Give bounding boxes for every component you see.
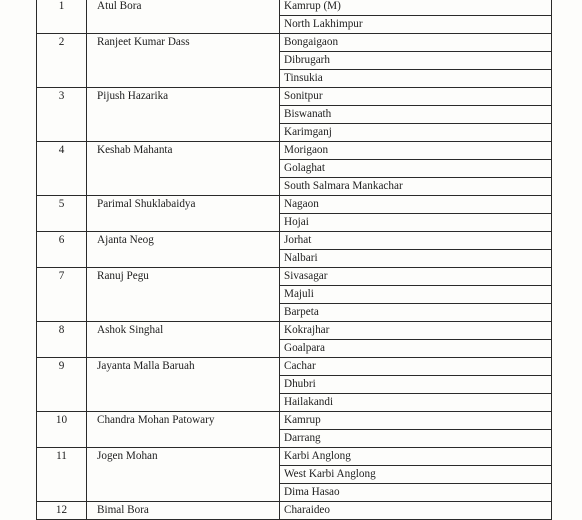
minister-name-cell: Ranuj Pegu: [87, 268, 280, 322]
district-cell: Kamrup (M): [280, 0, 552, 16]
district-cell: Hailakandi: [280, 394, 552, 412]
district-cell: Dibrugarh: [280, 52, 552, 70]
district-cell: West Karbi Anglong: [280, 466, 552, 484]
district-cell: Sivasagar: [280, 268, 552, 286]
serial-number-cell: 10: [37, 412, 87, 448]
serial-number-cell: 8: [37, 322, 87, 358]
table-row: [37, 322, 552, 340]
serial-number-cell: 12: [37, 502, 87, 520]
district-cell: Nagaon: [280, 196, 552, 214]
serial-number-cell: 3: [37, 88, 87, 142]
district-cell: Barpeta: [280, 304, 552, 322]
minister-name-cell: Ranjeet Kumar Dass: [87, 34, 280, 88]
serial-number-cell: 5: [37, 196, 87, 232]
district-cell: Majuli: [280, 286, 552, 304]
minister-name-cell: Bimal Bora: [87, 502, 280, 520]
minister-name-cell: Keshab Mahanta: [87, 142, 280, 196]
district-cell: Hojai: [280, 214, 552, 232]
table-row: [37, 0, 552, 16]
district-cell: Dhubri: [280, 376, 552, 394]
serial-number-cell: 2: [37, 34, 87, 88]
district-cell: Biswanath: [280, 106, 552, 124]
minister-name-cell: Pijush Hazarika: [87, 88, 280, 142]
serial-number-cell: 9: [37, 358, 87, 412]
district-cell: South Salmara Mankachar: [280, 178, 552, 196]
district-cell: Golaghat: [280, 160, 552, 178]
serial-number-cell: 4: [37, 142, 87, 196]
district-cell: Bongaigaon: [280, 34, 552, 52]
district-cell: Dima Hasao: [280, 484, 552, 502]
serial-number-cell: 6: [37, 232, 87, 268]
district-cell: Tinsukia: [280, 70, 552, 88]
district-cell: Nalbari: [280, 250, 552, 268]
district-cell: Kokrajhar: [280, 322, 552, 340]
table-row: [37, 34, 552, 52]
minister-district-table: [36, 0, 552, 520]
district-cell: Karimganj: [280, 124, 552, 142]
table-row: [37, 232, 552, 250]
minister-name-cell: Jogen Mohan: [87, 448, 280, 502]
table-row: [37, 268, 552, 286]
table-row: [37, 412, 552, 430]
district-cell: Kamrup: [280, 412, 552, 430]
district-cell: Goalpara: [280, 340, 552, 358]
serial-number-cell: 7: [37, 268, 87, 322]
district-cell: Jorhat: [280, 232, 552, 250]
minister-name-cell: Chandra Mohan Patowary: [87, 412, 280, 448]
district-cell: Karbi Anglong: [280, 448, 552, 466]
table-row: [37, 358, 552, 376]
minister-name-cell: Ajanta Neog: [87, 232, 280, 268]
table-row: [37, 196, 552, 214]
serial-number-cell: 11: [37, 448, 87, 502]
serial-number-cell: 1: [37, 0, 87, 34]
district-cell: Darrang: [280, 430, 552, 448]
minister-name-cell: Parimal Shuklabaidya: [87, 196, 280, 232]
district-cell: North Lakhimpur: [280, 16, 552, 34]
table-body: [37, 0, 552, 520]
district-cell: Cachar: [280, 358, 552, 376]
table-row: [37, 88, 552, 106]
district-cell: Morigaon: [280, 142, 552, 160]
table-row: [37, 502, 552, 520]
minister-name-cell: Atul Bora: [87, 0, 280, 34]
table-row: [37, 448, 552, 466]
table-row: [37, 142, 552, 160]
minister-name-cell: Ashok Singhal: [87, 322, 280, 358]
minister-name-cell: Jayanta Malla Baruah: [87, 358, 280, 412]
district-cell: Sonitpur: [280, 88, 552, 106]
district-cell: Charaideo: [280, 502, 552, 520]
